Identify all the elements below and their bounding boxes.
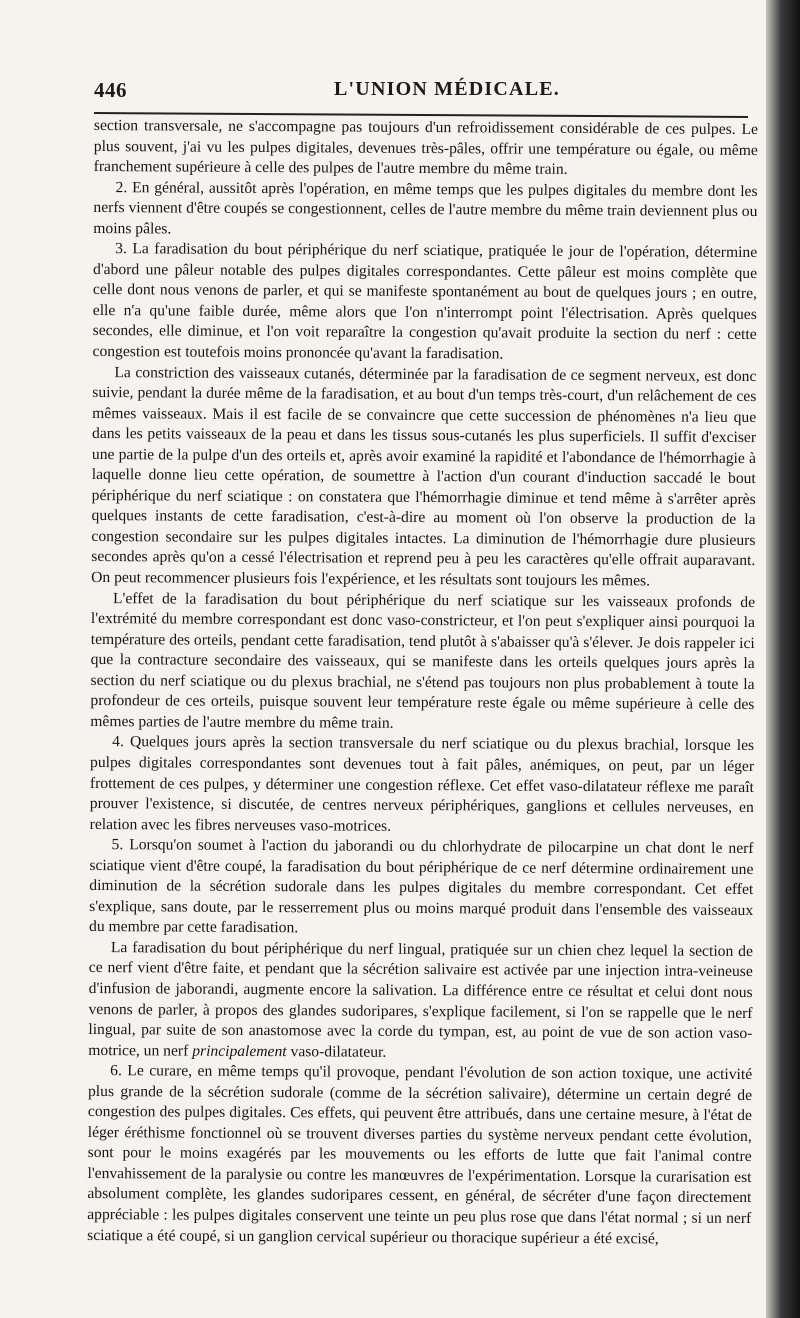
paragraph-8-italic: principalement	[192, 1042, 287, 1060]
paragraph-8-text: La faradisation du bout périphérique du nerf lingual, pratiquée sur un chien chez lequel la section de ce nerf vient d'être faite, et pendant que la sécrétion salivaire est activée par une injection intra-veineuse d'infusion de jaborandi, augmente encore la salivation. La différence entre ce résultat et celui dont nous venons de parler, à propos des glandes sudoripares, s'explique facilement, si l'on se rappelle que le nerf lingual, par suite de son anastomose avec la corde du tympan, est, au point de vue de son action vaso-motrice, un nerf	[88, 938, 753, 1060]
paragraph-8	[88, 938, 753, 1065]
page-header	[94, 70, 750, 110]
paragraph-9: 6. Le curare, en même temps qu'il provoque, pendant l'évolution de son action toxique, une activité plus grande de la sécrétion sudorale (comme de la sécrétion salivaire), détermine un certain degré de congestion des pulpes digitales. Ces effets, qui peuvent être attribués, dans une certaine mesure, à l'état de léger éréthisme fonctionnel où se trouvent diverses parties du système nerveux pendant cette évolution, sont pour le moins exagérés par les mouvements ou les efforts de lutte que fait l'animal contre l'envahissement de la paralysie ou contre les manœuvres de l'expérimentation. Lorsque la curarisation est absolument complète, les glandes sudoripares cessent, en général, de sécréter d'une façon directement appréciable : les pulpes digitales conservent une teinte un peu plus rose que dans l'état normal ; si un nerf sciatique a été coupé, si un ganglion cervical supérieur ou thoracique supérieur a été excisé,	[87, 1062, 753, 1248]
paragraph-3: 3. La faradisation du bout périphérique du nerf sciatique, pratiquée le jour de l'opération, détermine d'abord une pâleur notable des pulpes digitales correspondantes. Cette pâleur est moins complète que celle dont nous venons de parler, et qui se manifeste spontanément au bout de quelques jours ; en outre, elle n'a qu'une faible durée, même alors que l'on n'interrompt point l'électrisation. Après quelques secondes, elle diminue, et l'on voit reparaître la congestion qu'avait produite la section du nerf : cette congestion est toutefois moins prononcée qu'avant la faradisation.	[92, 240, 758, 363]
paragraph-1: section transversale, ne s'accompagne pas toujours d'un refroidissement considérable de ces pulpes. Le plus souvent, j'ai vu les pulpes digitales, devenues très-pâles, offrir une température ou égale, ou même franchement supérieure à celle des pulpes de l'autre membre du même train.	[93, 116, 758, 178]
paragraph-5: L'effet de la faradisation du bout périphérique du nerf sciatique sur les vaisseaux profonds de l'extrémité du membre correspondant est donc vaso-constricteur, et l'on peut s'expliquer ainsi pourquoi la température des orteils, pendant cette faradisation, tend plutôt à s'abaisser qu'à s'élever. Je dois rappeler ici que la contracture secondaire des vaisseaux, qui se manifeste dans les orteils quelques jours après la section du nerf sciatique ou du plexus brachial, ne s'étend pas toujours non plus probablement à toute la profondeur de ces orteils, puisque souvent leur température reste égale ou même supérieure à celle des mêmes parties de l'autre membre du même train.	[90, 589, 756, 732]
paragraph-2: 2. En général, aussitôt après l'opération, en même temps que les pulpes digitales du membre dont les nerfs viennent d'être coupés se congestionnent, celles de l'autre membre du même train deviennent plus ou moins pâles.	[93, 178, 758, 238]
binding-shadow	[766, 0, 800, 1318]
paragraph-6: 4. Quelques jours après la section transversale du nerf sciatique ou du plexus brachial, lorsque les pulpes digitales correspondantes sont devenues tout à fait pâles, anémiques, on peut, par un léger frottement de ces pulpes, y déterminer une congestion réflexe. Cet effet vaso-dilatateur réflexe me paraît prouver l'existence, si discutée, de centres nerveux périphériques, ganglions et cellules nerveuses, en relation avec les fibres nerveuses vaso-motrices.	[89, 733, 755, 835]
article-body	[87, 116, 758, 1250]
running-title: L'UNION MÉDICALE.	[334, 78, 560, 100]
paragraph-8-tail: vaso-dilatateur.	[290, 1042, 387, 1061]
page-number: 446	[94, 78, 127, 102]
paragraph-4: La constriction des vaisseaux cutanés, déterminée par la faradisation de ce segment nerveux, est donc suivie, pendant la durée même de la faradisation, et au bout d'un temps très-court, d'un relâchement de ces mêmes vaisseaux. Mais il est facile de se convaincre que cette succession de phénomènes n'a lieu que dans les petits vaisseaux de la peau et dans les tissus sous-cutanés les plus superficiels. Il suffit d'exciser une partie de la pulpe d'un des orteils et, après avoir examiné la rapidité et l'abondance de l'hémorrhagie à laquelle donne lieu cette opération, de soumettre à l'action d'un courant d'induction saccadé le bout périphérique du nerf sciatique : on constatera que l'hémorrhagie diminue et tend même à s'arrêter après quelques instants de cette faradisation, c'est-à-dire au moment où l'on observe la production de la congestion secondaire sur les pulpes digitales intactes. La diminution de l'hémorrhagie dure plusieurs secondes après qu'on a cessé l'électrisation et reprend peu à peu les caractères qu'elle offrait auparavant. On peut recommencer plusieurs fois l'expérience, et les résultats sont toujours les mêmes.	[91, 363, 757, 590]
paragraph-7: 5. Lorsqu'on soumet à l'action du jaborandi ou du chlorhydrate de pilocarpine un chat dont le nerf sciatique vient d'être coupé, la faradisation du bout périphérique de ce nerf détermine ordinairement une diminution de la sécrétion sudorale dans les pulpes digitales du membre correspondant. Cet effet s'explique, sans doute, par le resserrement plus ou moins marqué produit dans l'ensemble des vaisseaux du membre par cette faradisation.	[88, 836, 754, 937]
